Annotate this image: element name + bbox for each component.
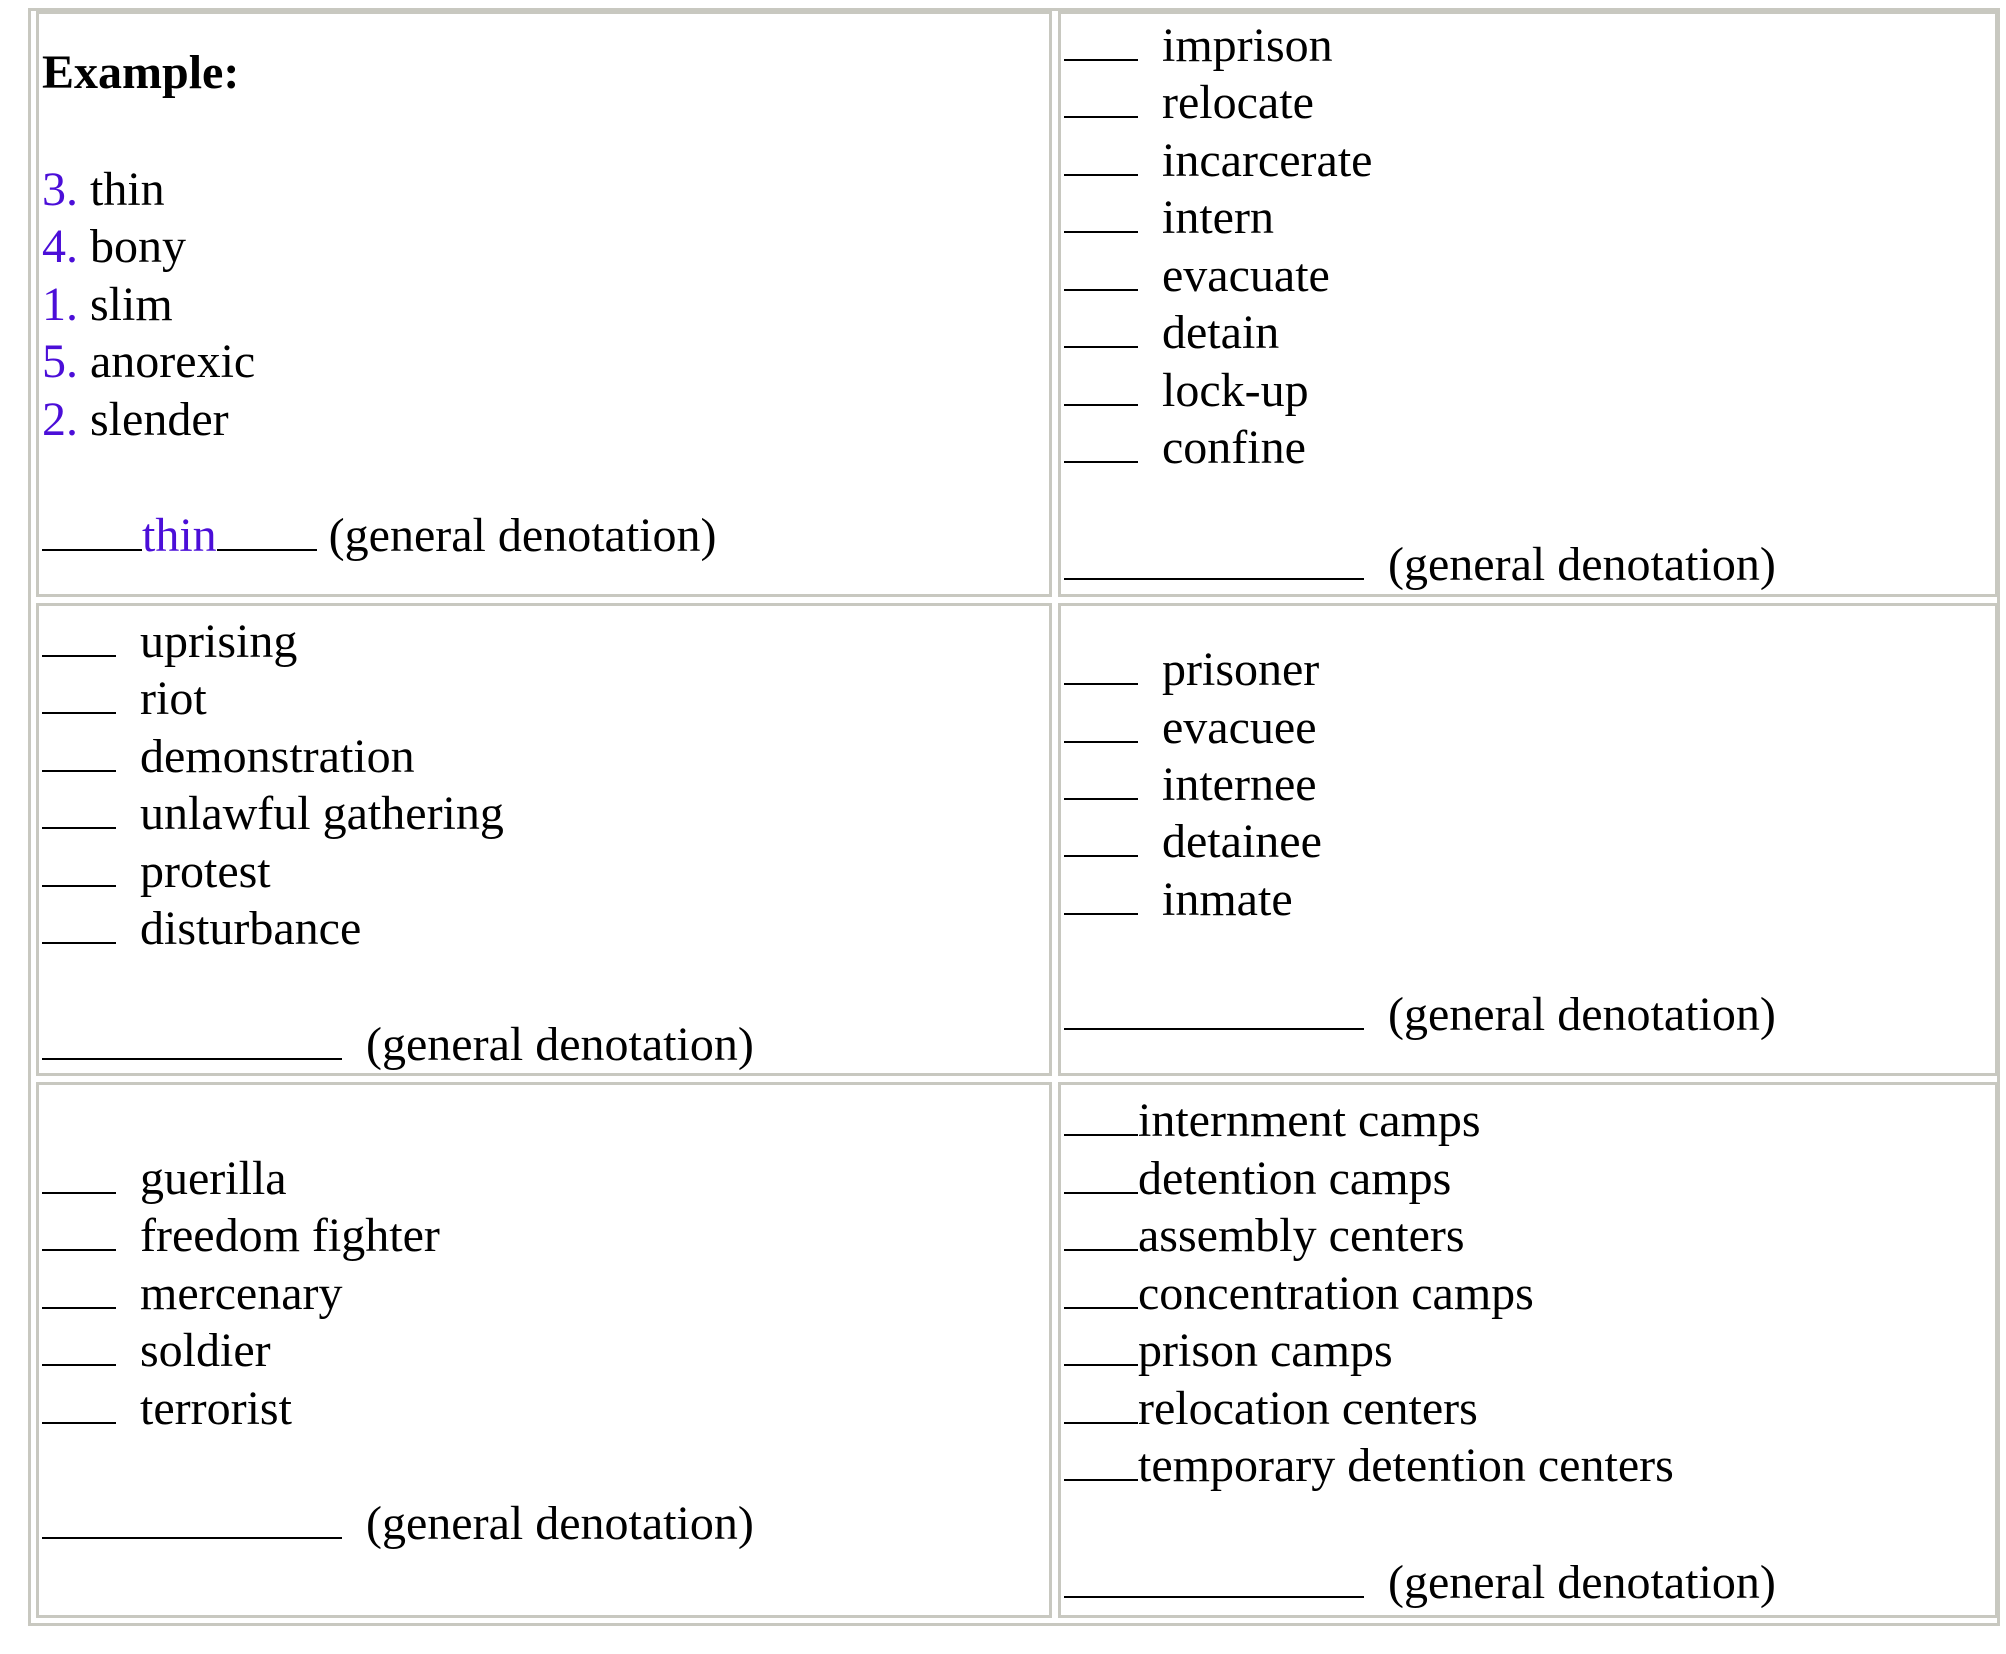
example-item: 3. thin [42,163,165,216]
denotation-line: (general denotation) [1064,985,1776,1044]
list-item: lock-up [1064,361,1309,420]
list-item: detain [1064,303,1279,362]
list-item: unlawful gathering [42,784,504,843]
list-item: detainee [1064,812,1322,871]
denotation-line: (general denotation) [42,1494,754,1553]
list-item: evacuee [1064,698,1317,757]
list-item: terrorist [42,1379,292,1438]
list-item: incarcerate [1064,131,1372,190]
list-item: prisoner [1064,640,1319,699]
list-item: intern [1064,188,1274,247]
list-item: confine [1064,418,1306,477]
list-item: evacuate [1064,246,1330,305]
example-answer: thin [142,509,217,563]
list-item: detention camps [1064,1149,1451,1208]
example-answer-line: thin (general denotation) [42,506,717,565]
list-item: uprising [42,612,297,671]
list-item: soldier [42,1321,271,1380]
list-item: protest [42,842,271,901]
list-item: demonstration [42,727,415,786]
list-item: assembly centers [1064,1206,1465,1265]
list-item: relocation centers [1064,1379,1478,1438]
list-item: mercenary [42,1264,343,1323]
list-item: internment camps [1064,1091,1481,1150]
example-title: Example: [42,46,240,99]
list-item: internee [1064,755,1317,814]
denotation-line: (general denotation) [1064,1553,1776,1612]
denotation-line: (general denotation) [42,1015,754,1074]
list-item: concentration camps [1064,1264,1534,1323]
list-item: imprison [1064,16,1333,75]
list-item: inmate [1064,870,1293,929]
example-item: 4. bony [42,220,186,273]
example-item: 1. slim [42,278,173,331]
denotation-line: (general denotation) [1064,535,1776,594]
example-item: 5. anorexic [42,335,256,388]
list-item: relocate [1064,73,1314,132]
list-item: disturbance [42,899,361,958]
list-item: prison camps [1064,1321,1393,1380]
list-item: guerilla [42,1149,287,1208]
list-item: temporary detention centers [1064,1436,1674,1495]
example-item: 2. slender [42,393,229,446]
list-item: freedom fighter [42,1206,440,1265]
list-item: riot [42,669,207,728]
